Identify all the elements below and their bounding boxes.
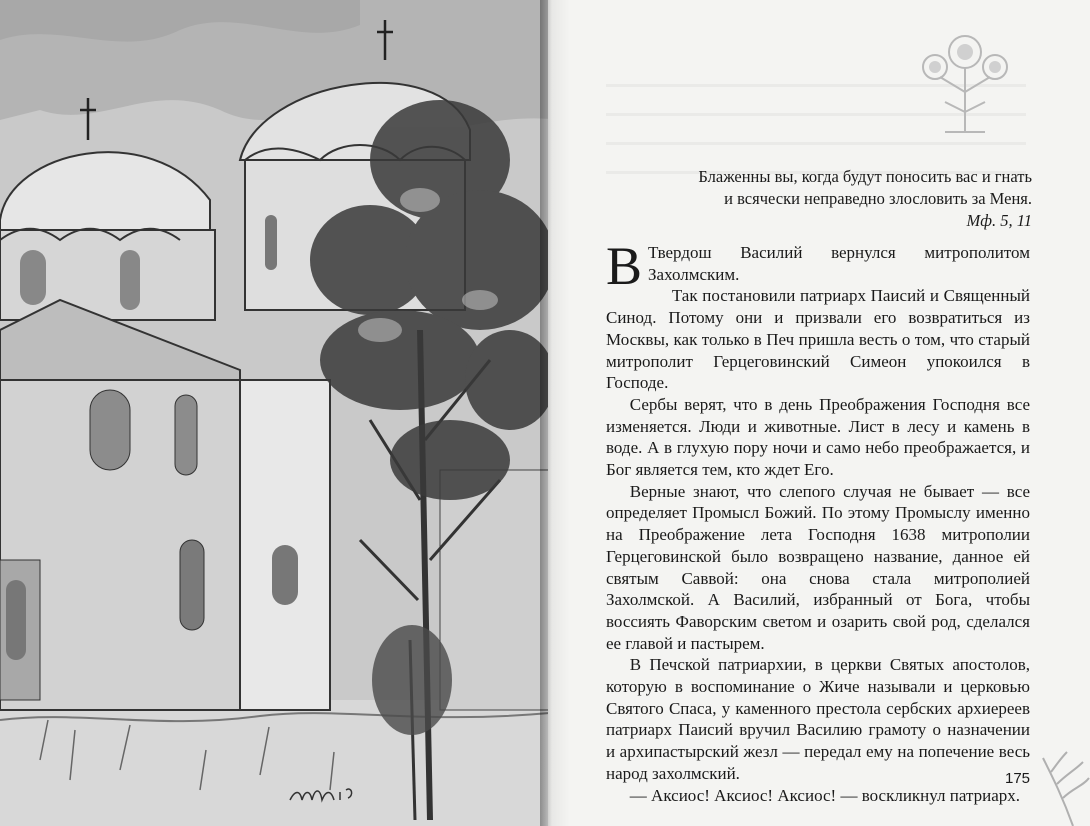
epigraph — [698, 166, 1032, 232]
leaf-ornament-icon — [1033, 748, 1090, 826]
paragraph: Верные знают, что слепого случая не бывает — все определяет Промысл Божий. По этому Промыслу именно на Преображение лета Господня 1638 митрополии Герцеговинской было возвращено название, данное ей святым Саввой: она снова стала митрополией Захолмской. А Василий, избранный от Бога, чтобы воссиять Фаворским светом и озарить свой род, сделался ее главой и пастырем. — [606, 481, 1030, 653]
text-page — [548, 0, 1090, 826]
page-number: 175 — [1005, 770, 1031, 787]
paragraph: — Аксиос! Аксиос! Аксиос! — воскликнул патриарх. — [629, 785, 1020, 805]
paragraph: Сербы верят, что в день Преображения Господня все изменяется. Люди и животные. Лист в лесу и камень в воде. А в глухую пору ночи и само небо преображается, и Бог является тем, кто ждет Его. — [606, 394, 1030, 480]
carnation-ornament-icon — [910, 22, 1020, 142]
epigraph-source: Мф. 5, 11 — [966, 211, 1032, 230]
gutter-shadow — [540, 0, 570, 826]
epigraph-line-1: Блаженны вы, когда будут поносить вас и гнать — [698, 167, 1032, 186]
paragraph — [606, 236, 1030, 296]
chapter-body — [606, 236, 1030, 806]
paragraph: В Печской патриархии, в церкви Святых апостолов, которую в воспоминание о Жиче называли и церковью Святого Спаса, у каменного престола сербских архиереев патриарх Паисий вручил Василию грамоту о назначении и архипастырский жезл — передал ему на попечение весь народ захолмский. — [606, 655, 1030, 783]
paragraph: Так постановили патриарх Паисий и Священный Синод. Потому они и призвали его возвратиться из Москвы, как только в Печ пришла весть о том, что старый митрополит Герцеговинский Симеон упокоился в Господе. — [606, 286, 1030, 393]
epigraph-line-2: и всячески неправедно злословить за Меня. — [724, 189, 1032, 208]
paragraph-text: Твердош Василий вернулся митрополитом Захолмским. — [648, 243, 1030, 284]
drop-cap: В — [606, 236, 643, 296]
